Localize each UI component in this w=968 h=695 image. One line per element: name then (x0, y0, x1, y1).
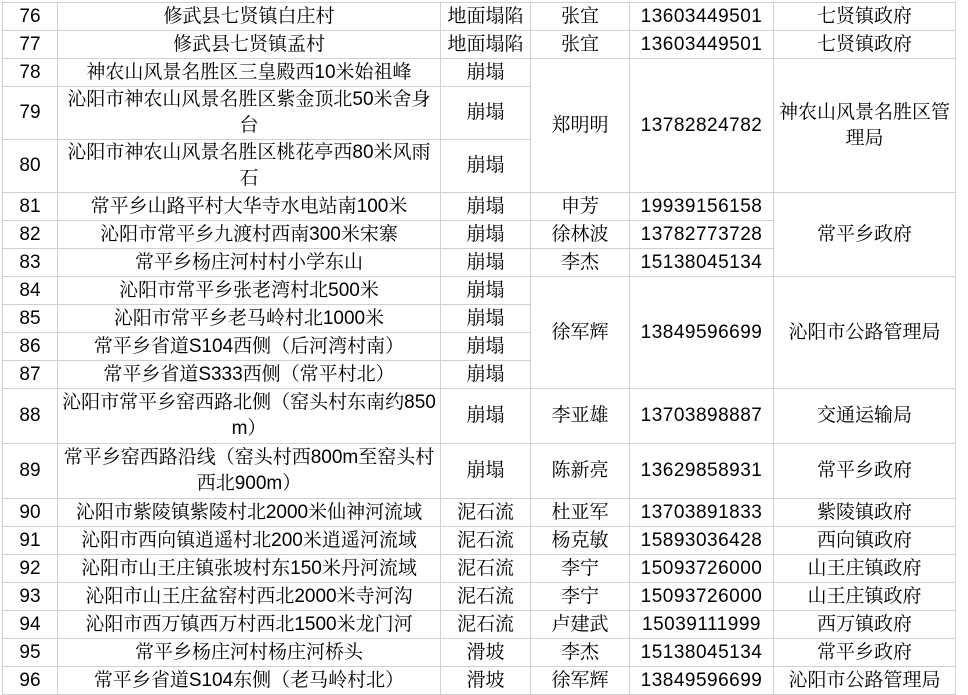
row-number-cell[interactable]: 96 (3, 667, 58, 695)
location-cell[interactable]: 沁阳市西万镇西万村西北1500米龙门河 (58, 611, 441, 639)
phone-cell[interactable]: 15039111999 (630, 611, 774, 639)
hazard-points-table (2, 2, 956, 695)
table-row (3, 59, 956, 87)
phone-cell[interactable]: 13629858931 (630, 444, 774, 499)
hazard-type-cell[interactable]: 崩塌 (441, 444, 531, 499)
agency-cell[interactable]: 常平乡政府 (774, 639, 956, 667)
location-cell[interactable]: 常平乡杨庄河村杨庄河桥头 (58, 639, 441, 667)
row-number-cell[interactable]: 91 (3, 527, 58, 555)
contact-cell[interactable]: 张宜 (531, 31, 630, 59)
hazard-type-cell[interactable]: 崩塌 (441, 389, 531, 444)
row-number-cell[interactable]: 81 (3, 193, 58, 221)
hazard-type-cell[interactable]: 崩塌 (441, 333, 531, 361)
row-number-cell[interactable]: 76 (3, 3, 58, 31)
location-cell[interactable]: 常平乡省道S104西侧（后河湾村南） (58, 333, 441, 361)
hazard-type-cell[interactable]: 泥石流 (441, 611, 531, 639)
agency-cell[interactable]: 山王庄镇政府 (774, 555, 956, 583)
contact-cell[interactable]: 卢建武 (531, 611, 630, 639)
phone-cell[interactable]: 13782773728 (630, 221, 774, 249)
location-cell[interactable]: 常平乡窑西路沿线（窑头村西800m至窑头村西北900m） (58, 444, 441, 499)
location-cell[interactable]: 沁阳市神农山风景名胜区紫金顶北50米舍身台 (58, 87, 441, 140)
row-number-cell[interactable]: 88 (3, 389, 58, 444)
phone-cell[interactable]: 15093726000 (630, 583, 774, 611)
phone-cell[interactable]: 13603449501 (630, 3, 774, 31)
phone-cell[interactable]: 13703898887 (630, 389, 774, 444)
table-row (3, 639, 956, 667)
agency-cell[interactable]: 西万镇政府 (774, 611, 956, 639)
row-number-cell[interactable]: 86 (3, 333, 58, 361)
location-cell[interactable]: 沁阳市常平乡老马岭村北1000米 (58, 305, 441, 333)
contact-cell[interactable]: 徐林波 (531, 221, 630, 249)
row-number-cell[interactable]: 80 (3, 140, 58, 193)
location-cell[interactable]: 常平乡省道S104东侧（老马岭村北） (58, 667, 441, 695)
phone-cell[interactable]: 15893036428 (630, 527, 774, 555)
location-cell[interactable]: 沁阳市常平乡窑西路北侧（窑头村东南约850m） (58, 389, 441, 444)
table-row (3, 667, 956, 695)
agency-cell[interactable]: 交通运输局 (774, 389, 956, 444)
hazard-type-cell[interactable]: 崩塌 (441, 221, 531, 249)
contact-cell[interactable]: 郑明明 (531, 59, 630, 193)
phone-cell[interactable]: 13782824782 (630, 59, 774, 193)
location-cell[interactable]: 修武县七贤镇孟村 (58, 31, 441, 59)
agency-cell[interactable]: 七贤镇政府 (774, 3, 956, 31)
hazard-type-cell[interactable]: 崩塌 (441, 361, 531, 389)
location-cell[interactable]: 沁阳市山王庄镇张坡村东150米丹河流域 (58, 555, 441, 583)
phone-cell[interactable]: 13849596699 (630, 667, 774, 695)
row-number-cell[interactable]: 93 (3, 583, 58, 611)
contact-cell[interactable]: 李宁 (531, 555, 630, 583)
phone-cell[interactable]: 15138045134 (630, 639, 774, 667)
phone-cell[interactable]: 13703891833 (630, 499, 774, 527)
phone-cell[interactable]: 13849596699 (630, 277, 774, 389)
location-cell[interactable]: 常平乡杨庄河村村小学东山 (58, 249, 441, 277)
location-cell[interactable]: 沁阳市神农山风景名胜区桃花亭西80米风雨石 (58, 140, 441, 193)
hazard-type-cell[interactable]: 滑坡 (441, 639, 531, 667)
hazard-type-cell[interactable]: 地面塌陷 (441, 3, 531, 31)
table-row (3, 527, 956, 555)
table-row (3, 389, 956, 444)
row-number-cell[interactable]: 83 (3, 249, 58, 277)
row-number-cell[interactable]: 90 (3, 499, 58, 527)
row-number-cell[interactable]: 94 (3, 611, 58, 639)
hazard-type-cell[interactable]: 崩塌 (441, 59, 531, 87)
agency-cell[interactable]: 沁阳市公路管理局 (774, 667, 956, 695)
row-number-cell[interactable]: 85 (3, 305, 58, 333)
row-number-cell[interactable]: 78 (3, 59, 58, 87)
location-cell[interactable]: 常平乡山路平村大华寺水电站南100米 (58, 193, 441, 221)
row-number-cell[interactable]: 89 (3, 444, 58, 499)
contact-cell[interactable]: 申芳 (531, 193, 630, 221)
row-number-cell[interactable]: 77 (3, 31, 58, 59)
agency-cell[interactable]: 沁阳市公路管理局 (774, 277, 956, 389)
hazard-type-cell[interactable]: 崩塌 (441, 249, 531, 277)
row-number-cell[interactable]: 87 (3, 361, 58, 389)
contact-cell[interactable]: 徐军辉 (531, 667, 630, 695)
agency-cell[interactable]: 常平乡政府 (774, 193, 956, 277)
contact-cell[interactable]: 李杰 (531, 249, 630, 277)
row-number-cell[interactable]: 84 (3, 277, 58, 305)
table-row (3, 3, 956, 31)
location-cell[interactable]: 神农山风景名胜区三皇殿西10米始祖峰 (58, 59, 441, 87)
table-row (3, 611, 956, 639)
location-cell[interactable]: 沁阳市山王庄盆窑村西北2000米寺河沟 (58, 583, 441, 611)
phone-cell[interactable]: 19939156158 (630, 193, 774, 221)
hazard-type-cell[interactable]: 泥石流 (441, 583, 531, 611)
contact-cell[interactable]: 杜亚军 (531, 499, 630, 527)
agency-cell[interactable]: 七贤镇政府 (774, 31, 956, 59)
contact-cell[interactable]: 张宜 (531, 3, 630, 31)
contact-cell[interactable]: 李宁 (531, 583, 630, 611)
table-row (3, 193, 956, 221)
table-row (3, 555, 956, 583)
location-cell[interactable]: 沁阳市常平乡九渡村西南300米宋寨 (58, 221, 441, 249)
row-number-cell[interactable]: 95 (3, 639, 58, 667)
table-row (3, 31, 956, 59)
hazard-type-cell[interactable]: 泥石流 (441, 499, 531, 527)
hazard-type-cell[interactable]: 崩塌 (441, 277, 531, 305)
agency-cell[interactable]: 山王庄镇政府 (774, 583, 956, 611)
hazard-type-cell[interactable]: 滑坡 (441, 667, 531, 695)
contact-cell[interactable]: 李亚雄 (531, 389, 630, 444)
hazard-type-cell[interactable]: 泥石流 (441, 555, 531, 583)
hazard-type-cell[interactable]: 崩塌 (441, 140, 531, 193)
phone-cell[interactable]: 15138045134 (630, 249, 774, 277)
hazard-type-cell[interactable]: 崩塌 (441, 87, 531, 140)
table-row (3, 583, 956, 611)
row-number-cell[interactable]: 92 (3, 555, 58, 583)
phone-cell[interactable]: 15093726000 (630, 555, 774, 583)
contact-cell[interactable]: 徐军辉 (531, 277, 630, 389)
hazard-type-cell[interactable]: 泥石流 (441, 527, 531, 555)
hazard-type-cell[interactable]: 崩塌 (441, 193, 531, 221)
hazard-type-cell[interactable]: 崩塌 (441, 305, 531, 333)
contact-cell[interactable]: 李杰 (531, 639, 630, 667)
row-number-cell[interactable]: 82 (3, 221, 58, 249)
contact-cell[interactable]: 杨克敏 (531, 527, 630, 555)
location-cell[interactable]: 沁阳市西向镇逍遥村北200米逍遥河流域 (58, 527, 441, 555)
agency-cell[interactable]: 西向镇政府 (774, 527, 956, 555)
phone-cell[interactable]: 13603449501 (630, 31, 774, 59)
location-cell[interactable]: 沁阳市紫陵镇紫陵村北2000米仙神河流域 (58, 499, 441, 527)
hazard-type-cell[interactable]: 地面塌陷 (441, 31, 531, 59)
agency-cell[interactable]: 常平乡政府 (774, 444, 956, 499)
table-row (3, 444, 956, 499)
location-cell[interactable]: 常平乡省道S333西侧（常平村北） (58, 361, 441, 389)
table-row (3, 277, 956, 305)
table-row (3, 499, 956, 527)
location-cell[interactable]: 沁阳市常平乡张老湾村北500米 (58, 277, 441, 305)
agency-cell[interactable]: 神农山风景名胜区管理局 (774, 59, 956, 193)
agency-cell[interactable]: 紫陵镇政府 (774, 499, 956, 527)
contact-cell[interactable]: 陈新亮 (531, 444, 630, 499)
location-cell[interactable]: 修武县七贤镇白庄村 (58, 3, 441, 31)
row-number-cell[interactable]: 79 (3, 87, 58, 140)
